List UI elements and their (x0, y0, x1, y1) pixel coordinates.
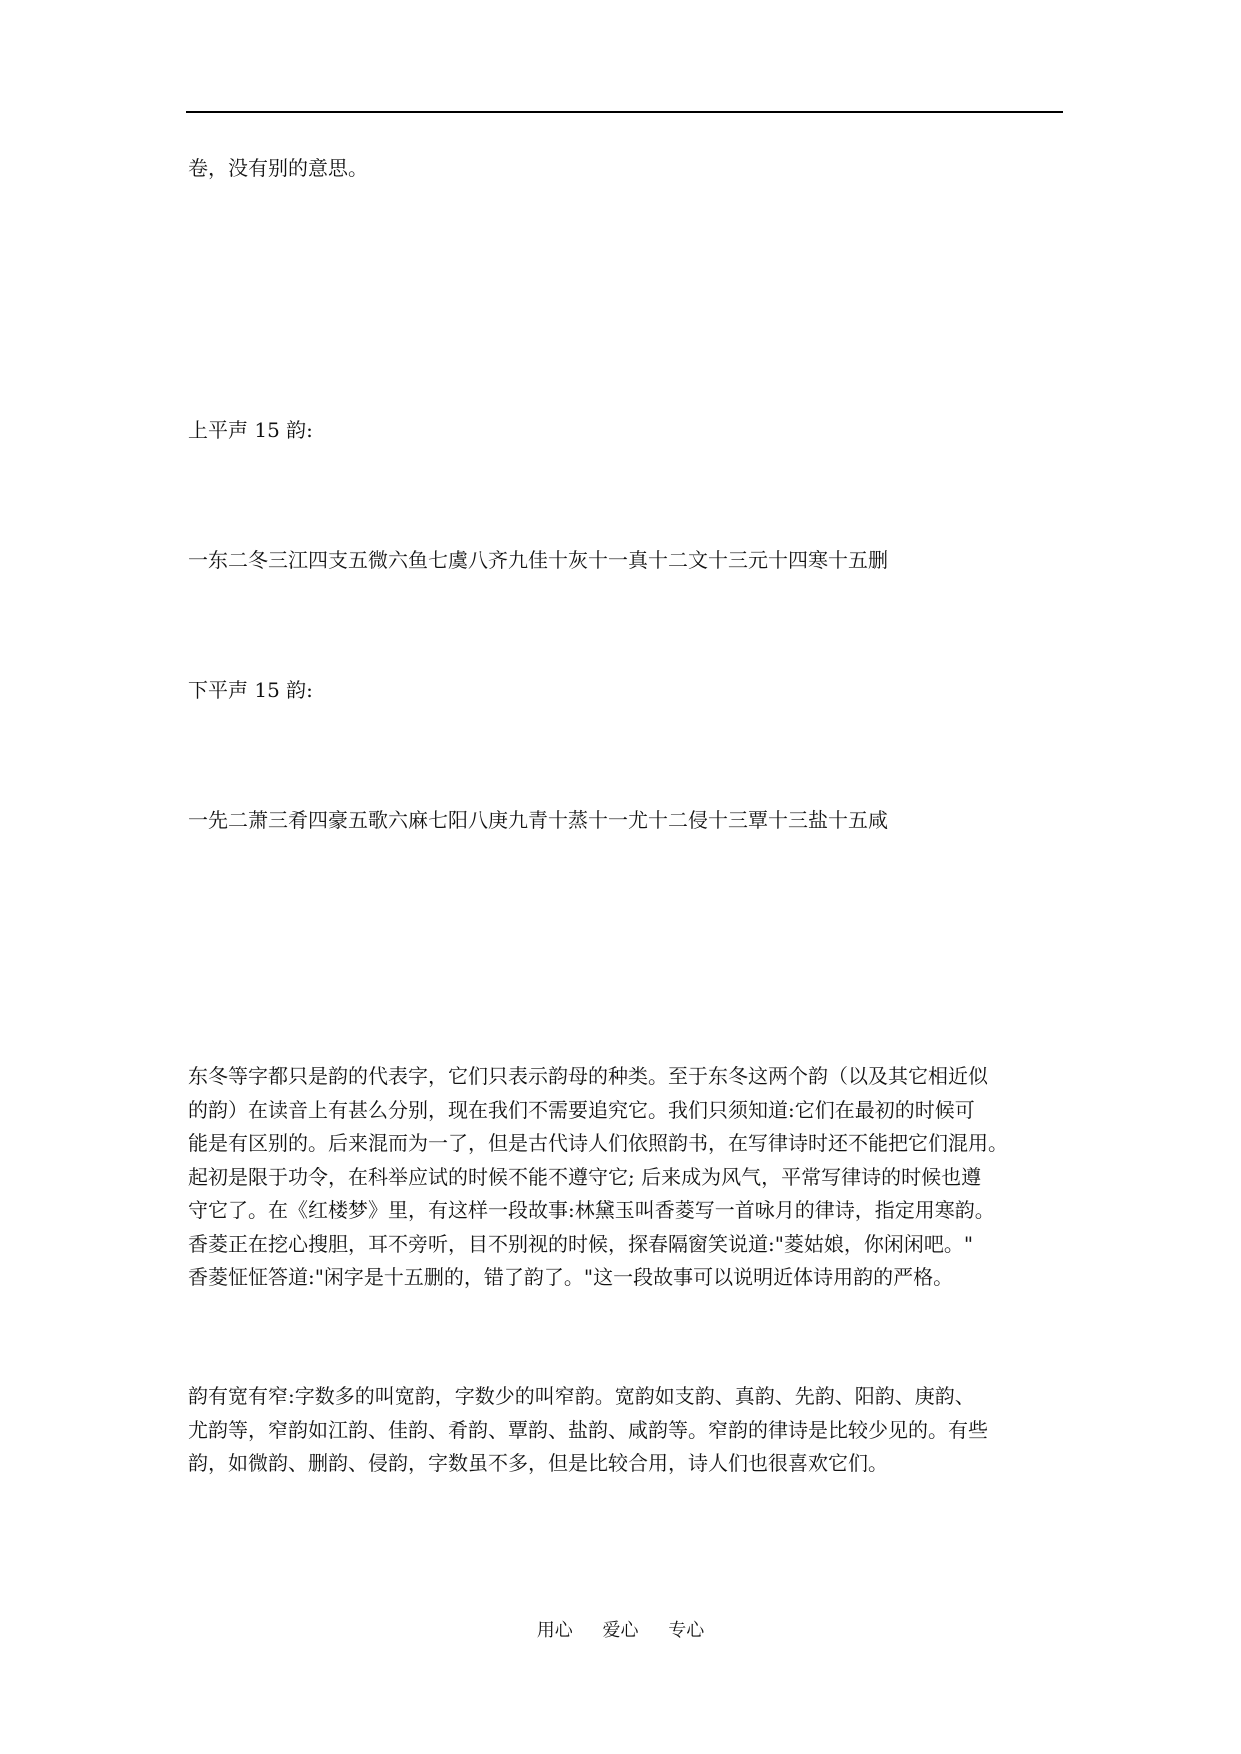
upper-level-rhymes: 一东二冬三江四支五微六鱼七虞八齐九佳十灰十一真十二文十三元十四寒十五删 (188, 548, 888, 572)
paragraph-rhyme-explanation (188, 1060, 1068, 1295)
footer-item: 专心 (668, 1620, 705, 1641)
continuation-line: 卷，没有别的意思。 (188, 156, 368, 180)
page-footer (0, 1620, 1241, 1642)
paragraph-line: 守它了。在《红楼梦》里，有这样一段故事:林黛玉叫香菱写一首咏月的律诗，指定用寒韵。 (188, 1198, 995, 1222)
paragraph-line: 的韵）在读音上有甚么分别，现在我们不需要追究它。我们只须知道:它们在最初的时候可 (188, 1097, 975, 1122)
paragraph-line: 尤韵等，窄韵如江韵、佳韵、肴韵、覃韵、盐韵、咸韵等。窄韵的律诗是比较少见的。有些 (188, 1417, 988, 1442)
lower-level-heading: 下平声 15 韵: (188, 678, 313, 702)
paragraph-line: 香菱怔怔答道:"闲字是十五删的，错了韵了。"这一段故事可以说明近体诗用韵的严格。 (188, 1265, 954, 1289)
header-rule (186, 111, 1063, 113)
lower-level-rhymes: 一先二萧三肴四豪五歌六麻七阳八庚九青十蒸十一尤十二侵十三覃十三盐十五咸 (188, 808, 888, 832)
footer-item: 爱心 (602, 1620, 639, 1641)
footer-item: 用心 (536, 1620, 573, 1641)
paragraph-line: 香菱正在挖心搜胆，耳不旁听，目不别视的时候，探春隔窗笑说道:"菱姑娘，你闲闲吧。" (188, 1231, 974, 1256)
paragraph-line: 韵，如微韵、删韵、侵韵，字数虽不多，但是比较合用，诗人们也很喜欢它们。 (188, 1451, 888, 1475)
paragraph-line: 韵有宽有窄:字数多的叫宽韵，字数少的叫窄韵。宽韵如支韵、真韵、先韵、阳韵、庚韵、 (188, 1384, 975, 1408)
upper-level-heading: 上平声 15 韵: (188, 418, 313, 442)
paragraph-wide-narrow-rhymes (188, 1380, 1068, 1481)
paragraph-line: 东冬等字都只是韵的代表字，它们只表示韵母的种类。至于东冬这两个韵（以及其它相近似 (188, 1064, 988, 1088)
paragraph-line: 能是有区别的。后来混而为一了，但是古代诗人们依照韵书，在写律诗时还不能把它们混用。 (188, 1131, 1008, 1155)
paragraph-line: 起初是限于功令，在科举应试的时候不能不遵守它; 后来成为风气，平常写律诗的时候也遵 (188, 1164, 982, 1189)
